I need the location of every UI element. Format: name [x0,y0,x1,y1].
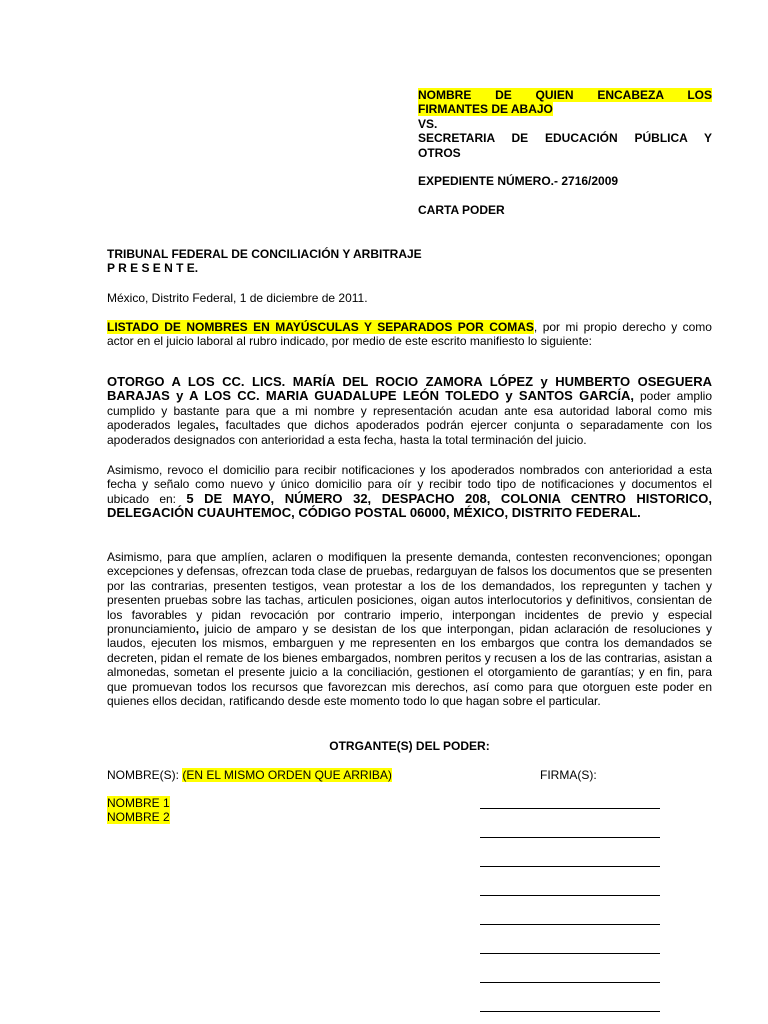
grant-names-2: HUMBERTO OSEGUERA BARAJAS [107,374,713,404]
domicile-paragraph [107,463,712,521]
grant-paragraph [107,375,712,447]
signature-line-3[interactable] [480,866,660,867]
signature-line-1[interactable] [480,808,660,809]
names-list-placeholder: LISTADO DE NOMBRES EN MAYÚSCULAS Y SEPARADOS POR COMAS [107,320,534,334]
grant-text-2: facultades que dichos apoderados podrán ejercer conjunta o separadamente con los apoderados designados con anterioridad a esta fecha, hasta la total terminación del juicio. [107,418,713,447]
signer-name-1: NOMBRE 1 [107,796,170,810]
signature-line-5[interactable] [480,924,660,925]
names-order-note: (EN EL MISMO ORDEN QUE ARRIBA) [182,768,392,782]
signature-line-6[interactable] [480,953,660,954]
powers-text-1: Asimismo, para que amplíen, aclaren o modifiquen la presente demanda, contesten reconvenciones; opongan excepciones y defensas, ofrezcan toda clase de pruebas, redarguyan de falsos los documentos que se presenten por las contrarias, presenten testigos, vean protestar a los de los demandados, los repregunten y tachen y presenten pruebas sobre las tachas, articulen posiciones, oigan autos interlocutorios y definitivos, consientan de los favorables y pidan revocación por contrario imperio, interpongan incidentes de previo y especial pronunciamiento [107,550,712,637]
grant-text-1: poder amplio cumplido y bastante para que a mi nombre y representación acudan ante esa autoridad laboral como mis apoderados legales [107,389,712,433]
document-type: CARTA PODER [418,203,505,218]
signature-line-7[interactable] [480,982,660,983]
grant-names-1: OTORGO A LOS CC. LICS. MARÍA DEL ROCIO ZAMORA LÓPEZ [107,374,541,389]
signature-line-2[interactable] [480,837,660,838]
case-header [418,88,712,218]
party-name-line-1 [418,88,712,102]
grant-comma: , [215,418,219,433]
firma-label: FIRMA(S): [540,768,597,782]
grant-and-1: y [540,374,548,389]
signature-line-8[interactable] [480,1011,660,1012]
party-name-line-2 [418,102,712,116]
signatures-title: OTRGANTE(S) DEL PODER: [329,739,490,753]
domicile-address: 5 DE MAYO, NÚMERO 32, DESPACHO 208, COLONIA CENTRO HISTORICO, DELEGACIÓN CUAUHTEMOC, CÓDIGO POSTAL 06000, MÉXICO, DISTRITO FEDERAL. [107,490,712,521]
defendant-line-1: SECRETARIA DE EDUCACIÓN PÚBLICA Y [418,131,712,146]
versus: VS. [418,116,438,131]
signer-names-list [107,796,712,825]
party-name-placeholder-1: NOMBRE DE QUIEN ENCABEZA LOS [418,88,712,102]
intro-paragraph [107,320,712,349]
domicile-text: Asimismo, revoco el domicilio para recibir notificaciones y los apoderados nombrados con anterioridad a esta fecha y señalo como nuevo y único domicilio para oír y recibir todo tipo de notificaciones y documentos el ubicado en: [107,463,712,506]
signature-header-row [107,768,712,782]
grant-and-2: y [176,388,184,404]
party-name-placeholder-2: FIRMANTES DE ABAJO [418,102,553,117]
powers-paragraph [107,550,712,708]
presente: P R E S E N T E. [107,261,199,276]
powers-text-2: juicio de amparo y se desistan de los que interpongan, pidan aclaración de resoluciones y laudos, ejecuten los mismos, embarguen y me representen en los embargos que contra los demandados se decreten, pidan el remate de los bienes embargados, nombren peritos y recusen a los de las contrarias, asistan a almonedas, sometan el presente juicio a la conciliación, gestionen el otorgamiento de garantías; y en fin, para que promuevan todos los recursos que favorezcan mis derechos, así como para que otorguen este poder en quienes ellos decidan, ratificando desde este momento todo lo que hagan sobre el particular. [107,622,712,709]
grant-and-3: y [505,388,513,404]
date-line: México, Distrito Federal, 1 de diciembre de 2011. [107,291,368,305]
powers-comma: , [195,622,200,637]
signature-line-4[interactable] [480,895,660,896]
names-label: NOMBRE(S): [107,768,183,782]
addressee [107,247,712,276]
intro-text: , por mi propio derecho y como actor en el juicio laboral al rubro indicado, por medio de este escrito manifiesto lo siguiente: [107,320,712,349]
defendant-line-2: OTROS [418,145,461,160]
signer-name-2: NOMBRE 2 [107,810,170,825]
case-number: EXPEDIENTE NÚMERO.- 2716/2009 [418,174,619,189]
grant-names-4: SANTOS GARCÍA, [512,388,634,404]
tribunal-name: TRIBUNAL FEDERAL DE CONCILIACIÓN Y ARBITRAJE [107,247,422,261]
grant-names-3: A LOS CC. MARIA GUADALUPE LEÓN TOLEDO [183,388,506,404]
